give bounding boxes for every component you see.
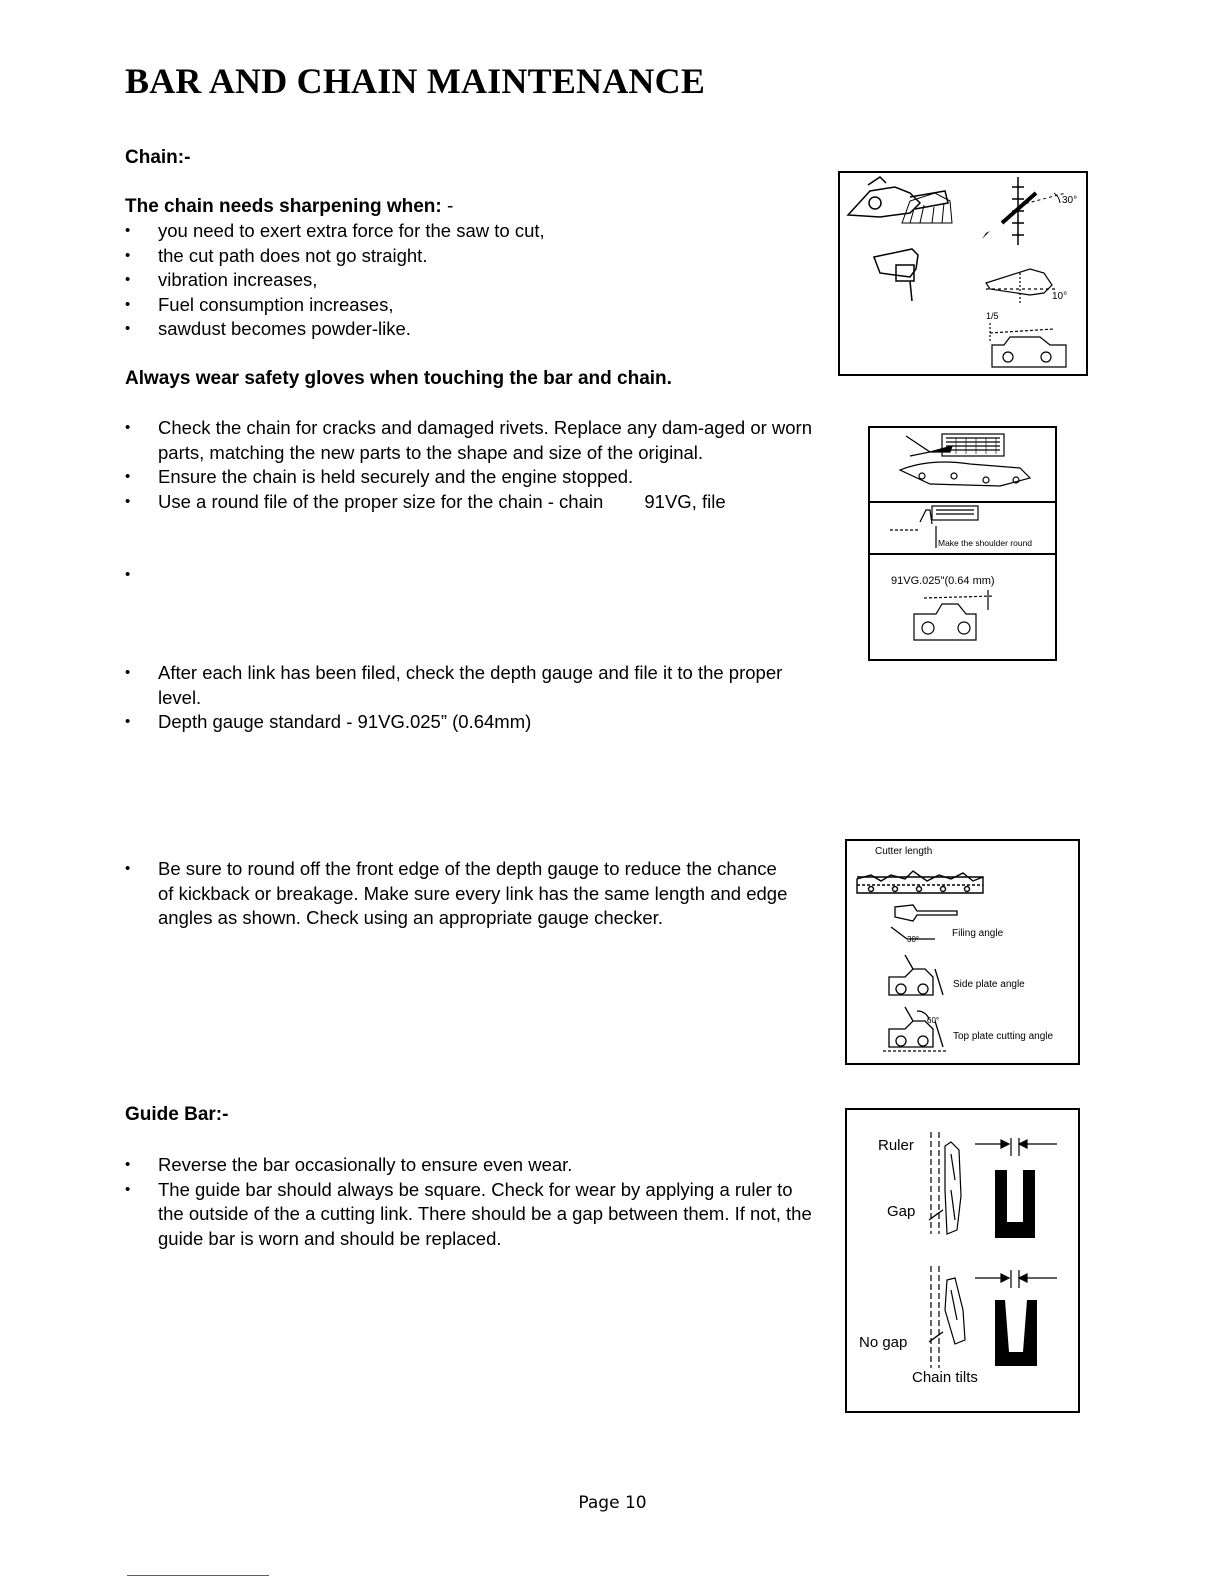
list-item: • vibration increases,	[125, 268, 825, 293]
list-item: • Check the chain for cracks and damaged rivets. Replace any dam-aged or worn parts, matching the new parts to the shape and size of the original.	[125, 416, 815, 465]
chain-tilts-label: Chain tilts	[912, 1369, 978, 1386]
gap-label: Gap	[887, 1203, 916, 1220]
angle-30-label: 30°	[907, 935, 920, 944]
list-item: • the cut path does not go straight.	[125, 244, 825, 269]
guide-bar-heading: Guide Bar:-	[125, 1104, 229, 1125]
list-item: • you need to exert extra force for the saw to cut,	[125, 219, 825, 244]
side-plate-label: Side plate angle	[953, 979, 1025, 990]
sharpening-angles-figure	[838, 171, 1088, 376]
chain-heading: Chain:-	[125, 147, 191, 168]
top-plate-label: Top plate cutting angle	[953, 1031, 1054, 1042]
list-item: • The guide bar should always be square. Check for wear by applying a ruler to the outside of the a cutting link. There should be a gap between them. If not, the guide bar is worn and should be replaced.	[125, 1178, 815, 1252]
filing-angle-icon	[891, 905, 957, 939]
file-10-icon	[986, 269, 1058, 303]
empty-list	[125, 563, 815, 588]
side-plate-icon	[889, 955, 943, 995]
angle-30-label: 30°	[1062, 195, 1078, 206]
depth-spec-label: 91VG.025"(0.64 mm)	[891, 575, 995, 587]
list-item: • Depth gauge standard - 91VG.025” (0.64mm)	[125, 710, 815, 735]
page-title: BAR AND CHAIN MAINTENANCE	[125, 61, 706, 101]
list-item: • Ensure the chain is held securely and the engine stopped.	[125, 465, 815, 490]
list-item: • Fuel consumption increases,	[125, 293, 825, 318]
list-item: • Be sure to round off the front edge of the depth gauge to reduce the chance of kickback or breakage. Make sure every link has the same length and edge angles as shown. Check using an appropriate gauge checker.	[125, 857, 795, 931]
guide-bar-figure	[845, 1108, 1080, 1413]
chain-segment-icon	[857, 871, 983, 893]
angle-10-label: 10°	[1052, 291, 1068, 302]
sharpening-heading-text: The chain needs sharpening when:	[125, 196, 442, 217]
no-gap-icon	[929, 1266, 1057, 1368]
cutter-figure	[845, 839, 1080, 1065]
arrow-icon	[982, 231, 990, 239]
depth-list	[125, 661, 815, 735]
sharpening-list	[125, 219, 825, 342]
cutter-length-label: Cutter length	[875, 846, 933, 857]
footer-line	[127, 1575, 269, 1576]
sharpening-illustration	[840, 173, 1086, 374]
page-number: Page 10	[578, 1493, 647, 1513]
filing-figure	[868, 426, 1057, 661]
top-plate-icon	[883, 1007, 947, 1051]
depth-tool-icon	[874, 249, 918, 301]
filing-angle-label: Filing angle	[952, 928, 1004, 939]
list-item: • Reverse the bar occasionally to ensure even wear.	[125, 1153, 815, 1178]
list-item: • sawdust becomes powder-like.	[125, 317, 825, 342]
guide-bar-illustration	[847, 1110, 1078, 1411]
gloves-warning: Always wear safety gloves when touching the bar and chain.	[125, 368, 672, 389]
depth-link-icon	[914, 590, 994, 640]
bar-square-icon	[995, 1170, 1035, 1238]
ruler-gap-icon	[929, 1132, 1057, 1234]
file-angle-icon	[1002, 177, 1066, 245]
sharpening-heading-suffix: -	[441, 196, 454, 217]
list-item	[125, 563, 815, 588]
check-list	[125, 416, 815, 514]
no-gap-label: No gap	[859, 1334, 908, 1351]
cutter-illustration	[847, 841, 1078, 1063]
log-icon	[902, 193, 952, 223]
ruler-label: Ruler	[878, 1137, 914, 1154]
cutter-link-icon	[990, 323, 1066, 367]
fraction-label: 1/5	[986, 311, 999, 321]
worn-bar-icon	[995, 1300, 1037, 1366]
guide-bar-list	[125, 1153, 815, 1251]
round-off-list	[125, 857, 795, 931]
angle-60-label: 60°	[927, 1016, 940, 1025]
list-item: • After each link has been filed, check the depth gauge and file it to the proper level.	[125, 661, 815, 710]
filing-illustration	[870, 428, 1055, 659]
list-item: • Use a round file of the proper size for the chain - chain 91VG, file	[125, 490, 815, 515]
shoulder-note: Make the shoulder round	[938, 538, 1033, 548]
chain-filing-icon	[900, 434, 1030, 486]
sharpening-heading	[125, 196, 453, 218]
